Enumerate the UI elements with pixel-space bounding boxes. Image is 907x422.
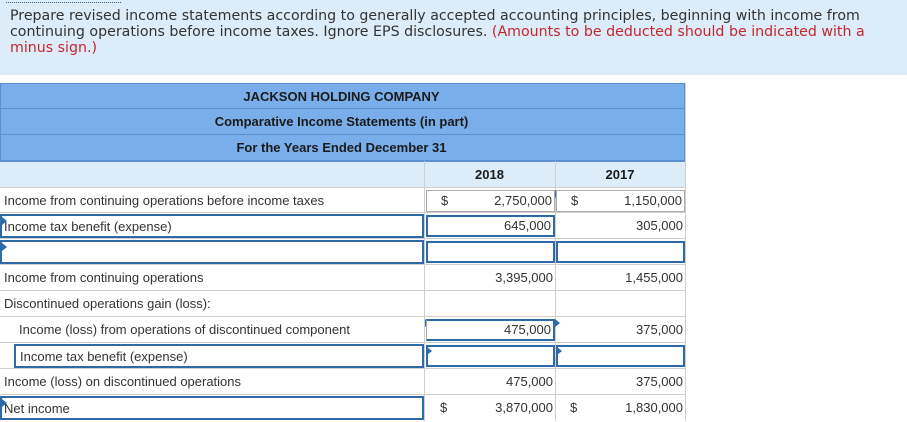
statement-title: Comparative Income Statements (in part) bbox=[214, 114, 469, 129]
field-marker-icon bbox=[2, 243, 7, 251]
row-label: Income from continuing operations before income taxes bbox=[4, 193, 325, 208]
table-row-continuing bbox=[0, 265, 685, 291]
net-income-2017-value: 1,830,000 bbox=[625, 400, 683, 415]
pretax-2018-field[interactable] bbox=[426, 190, 555, 212]
table-row-disc-header bbox=[0, 291, 685, 317]
tax-2018-field[interactable] bbox=[426, 215, 555, 237]
dollar-sign: $ bbox=[570, 400, 578, 415]
company-name: JACKSON HOLDING COMPANY bbox=[243, 89, 440, 104]
table-row-pretax bbox=[0, 187, 685, 213]
company-name-header bbox=[0, 83, 685, 109]
net-income-label-field[interactable] bbox=[0, 396, 424, 420]
continuing-2017-value: 1,455,000 bbox=[625, 270, 683, 285]
period-title: For the Years Ended December 31 bbox=[236, 140, 447, 155]
disc-ops-2018-value: 475,000 bbox=[504, 322, 551, 337]
table-row-tax bbox=[0, 213, 685, 239]
continuing-2018-value: 3,395,000 bbox=[495, 270, 553, 285]
disc-total-2018-value: 475,000 bbox=[506, 374, 553, 389]
disc-tax-2017-field[interactable] bbox=[556, 345, 685, 367]
period-header bbox=[0, 135, 685, 161]
table-row-disc-total bbox=[0, 369, 685, 395]
pretax-2018-value: 2,750,000 bbox=[494, 193, 552, 208]
column-divider-right bbox=[685, 83, 686, 421]
dollar-sign: $ bbox=[440, 400, 448, 415]
tax-label-field[interactable] bbox=[0, 214, 424, 238]
table-row-disc-tax bbox=[0, 343, 685, 369]
blank-2017-field[interactable] bbox=[556, 241, 685, 263]
pretax-2017-field[interactable] bbox=[556, 190, 685, 212]
row-label: Income from continuing operations bbox=[4, 270, 204, 285]
instructions-text bbox=[10, 8, 897, 56]
disc-total-2017-value: 375,000 bbox=[636, 374, 683, 389]
disc-tax-label-field[interactable] bbox=[14, 344, 424, 368]
blank-label-field[interactable] bbox=[0, 240, 424, 264]
disc-ops-2017-value: 375,000 bbox=[636, 322, 683, 337]
year-2018-header: 2018 bbox=[475, 167, 504, 182]
field-marker-icon bbox=[427, 347, 432, 355]
pretax-2017-value: 1,150,000 bbox=[624, 193, 682, 208]
instructions-note: (Amounts to be deducted should be indicated with a minus sign.) bbox=[10, 24, 865, 56]
row-label: Discontinued operations gain (loss): bbox=[4, 296, 211, 311]
row-label: Income (loss) on discontinued operations bbox=[4, 374, 242, 389]
row-label: Income tax benefit (expense) bbox=[4, 219, 172, 234]
net-income-2018-cell bbox=[426, 395, 555, 421]
statement-title-header bbox=[0, 109, 685, 135]
instructions-panel bbox=[0, 0, 907, 75]
dollar-sign: $ bbox=[441, 193, 449, 208]
field-marker-icon bbox=[557, 347, 562, 355]
instructions-body: Prepare revised income statements according to generally accepted accounting principles, beginning with income from continuing operations before income taxes. Ignore EPS disclosures. bbox=[10, 8, 860, 40]
disc-ops-2018-field[interactable] bbox=[426, 319, 555, 341]
disc-tax-2018-field[interactable] bbox=[426, 345, 555, 367]
dotted-rule bbox=[6, 2, 121, 3]
table-row-net-income bbox=[0, 395, 685, 421]
tax-2018-value: 645,000 bbox=[504, 218, 551, 233]
row-label: Income tax benefit (expense) bbox=[20, 349, 188, 364]
row-label: Net income bbox=[4, 401, 70, 416]
year-2017-header: 2017 bbox=[605, 167, 635, 182]
row-label: Income (loss) from operations of discontinued component bbox=[19, 322, 350, 337]
tax-2017-value: 305,000 bbox=[636, 218, 683, 233]
net-income-2018-value: 3,870,000 bbox=[495, 400, 553, 415]
net-income-2017-cell bbox=[556, 395, 685, 421]
table-row-disc-ops bbox=[0, 317, 685, 343]
table-row-blank bbox=[0, 239, 685, 265]
dollar-sign: $ bbox=[571, 193, 579, 208]
blank-2018-field[interactable] bbox=[426, 241, 555, 263]
year-header-row bbox=[0, 161, 685, 188]
